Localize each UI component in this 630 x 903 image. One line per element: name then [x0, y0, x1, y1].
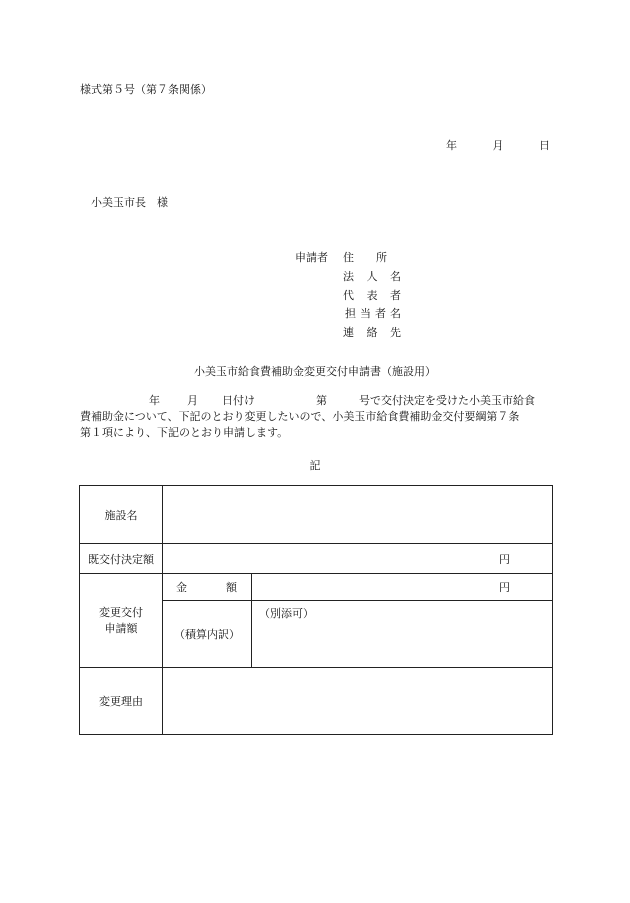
- body-year: 年: [149, 394, 160, 407]
- change-amount-field[interactable]: [252, 574, 553, 601]
- yen-unit: 円: [499, 581, 510, 594]
- ki-label: 記: [309, 459, 321, 472]
- amount-label: 金 額: [163, 574, 252, 601]
- facility-name-field[interactable]: [163, 486, 553, 544]
- change-reason-field[interactable]: [163, 668, 553, 735]
- yen-unit: 円: [499, 552, 510, 566]
- date-line: [446, 137, 550, 153]
- document-title: 小美玉市給食費補助金変更交付申請書（施設用）: [194, 365, 436, 378]
- form-number: 様式第５号（第７条関係）: [80, 83, 212, 96]
- applicant-field-contact-person: 担 当 者 名: [345, 307, 401, 320]
- applicant-field-corp-name: 法 人 名: [343, 270, 401, 283]
- row-change-amount: [80, 574, 553, 601]
- body-date-suffix: 日付け: [222, 394, 255, 407]
- applicant-label: 申請者: [295, 251, 328, 264]
- body-num-prefix: 第: [316, 394, 327, 407]
- applicant-field-representative: 代 表 者: [343, 289, 401, 302]
- prior-amount-label: 既交付決定額: [80, 544, 163, 574]
- facility-name-label: 施設名: [80, 486, 163, 544]
- body-line-2: 費補助金について、下記のとおり変更したいので、小美玉市給食費補助金交付要綱第７条: [80, 410, 520, 423]
- date-month-label: 月: [492, 139, 504, 152]
- change-reason-label: 変更理由: [80, 668, 163, 735]
- estimate-breakdown-label: （積算内訳）: [163, 601, 252, 668]
- prior-amount-field[interactable]: [163, 544, 553, 574]
- change-request-label: 変更交付 申請額: [80, 574, 163, 668]
- attachment-ok-note: （別添可）: [259, 607, 314, 620]
- application-table: [79, 485, 553, 735]
- body-line1-rest: 号で交付決定を受けた小美玉市給食: [359, 394, 535, 407]
- row-prior-amount: [80, 544, 553, 574]
- body-line-3: 第１項により、下記のとおり申請します。: [80, 426, 289, 439]
- applicant-field-contact: 連 絡 先: [343, 326, 401, 339]
- row-change-reason: [80, 668, 553, 735]
- applicant-field-address: 住 所: [343, 251, 387, 264]
- date-day-label: 日: [539, 139, 550, 152]
- date-year-label: 年: [446, 139, 457, 152]
- row-facility-name: [80, 486, 553, 544]
- estimate-breakdown-field[interactable]: [252, 601, 553, 668]
- body-month: 月: [187, 394, 198, 407]
- addressee: 小美玉市長 様: [91, 196, 168, 209]
